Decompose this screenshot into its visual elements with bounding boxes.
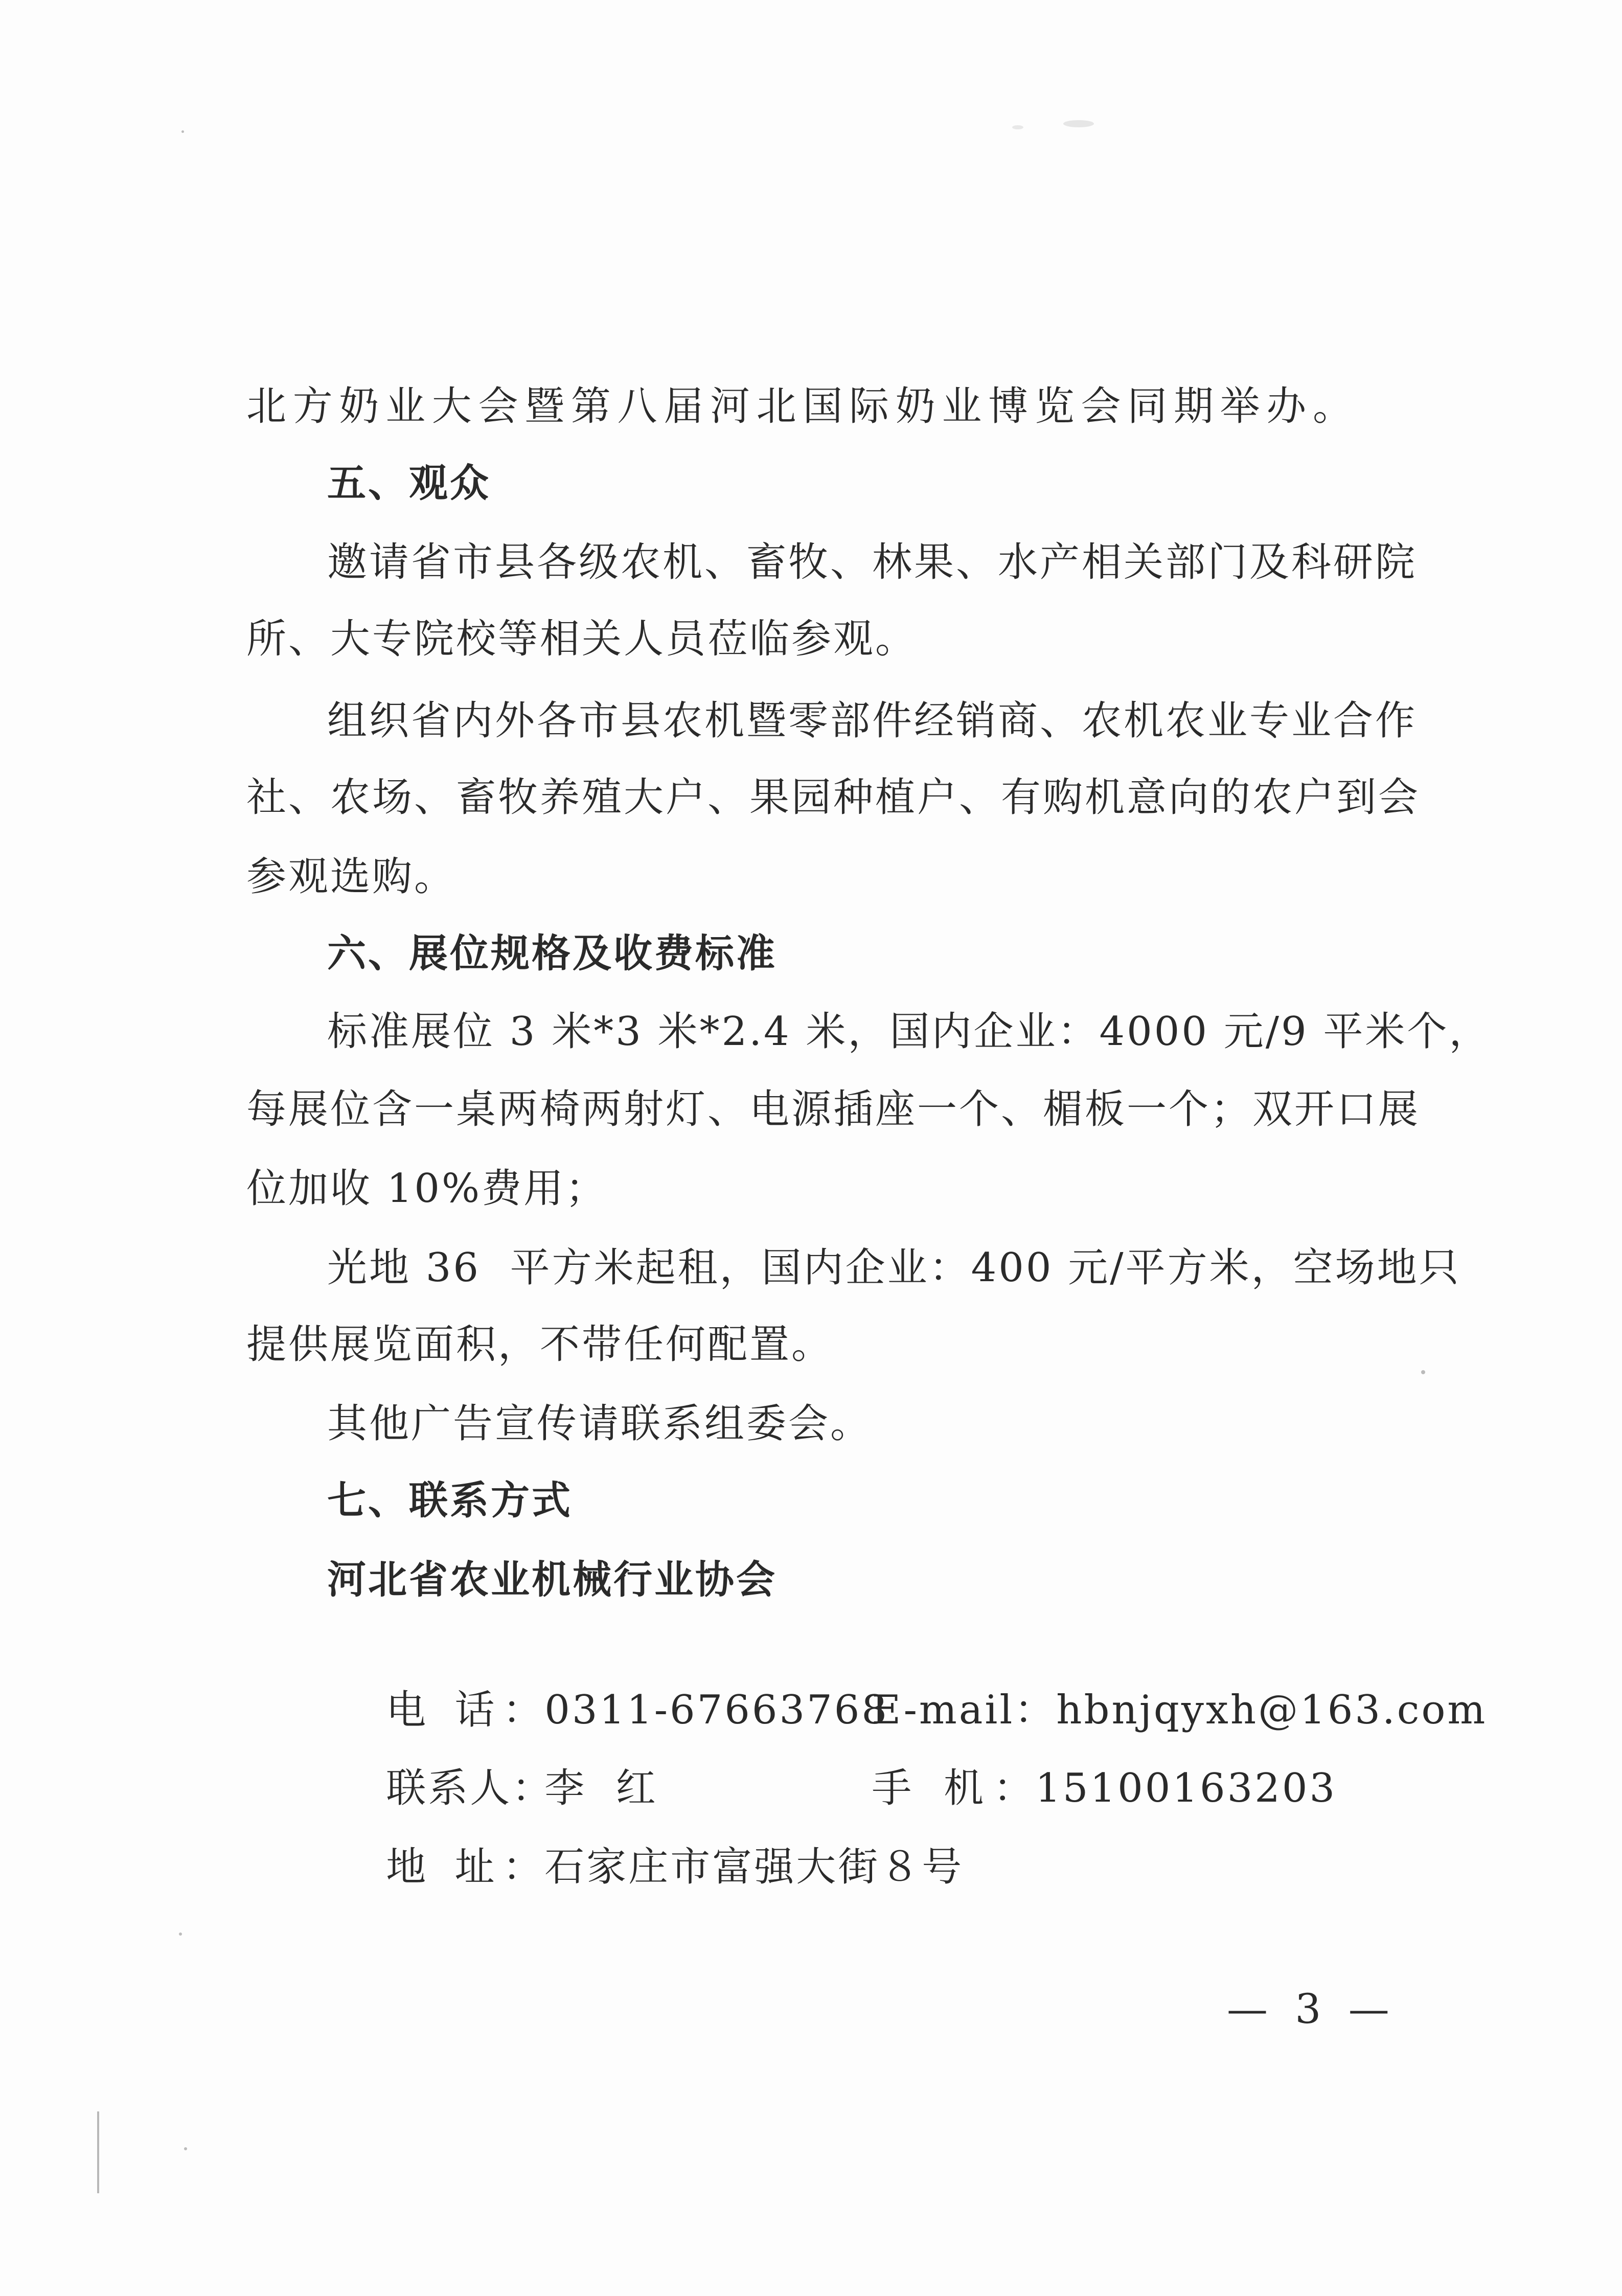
- paragraph-line: 其他广告宣传请联系组委会。: [327, 1401, 873, 1447]
- section-heading-contact: 七、联系方式: [327, 1477, 573, 1523]
- email-value: hbnjqyxh@163.com: [1056, 1687, 1488, 1733]
- paragraph-line: 标准展位 3 米*3 米*2.4 米，国内企业：4000 元/9 平米个，: [327, 1009, 1491, 1055]
- person-label: 联系人：: [386, 1765, 554, 1811]
- paragraph-line: 所、大专院校等相关人员莅临参观。: [246, 616, 918, 662]
- paragraph-line: 组织省内外各市县农机暨零部件经销商、农机农业专业合作: [327, 698, 1418, 744]
- paragraph-line: 位加收 10%费用；: [246, 1166, 608, 1212]
- paragraph-line: 北方奶业大会暨第八届河北国际奶业博览会同期举办。: [246, 383, 1355, 429]
- paragraph-line: 光地 36 平方米起租，国内企业：400 元/平方米，空场地只: [327, 1245, 1461, 1291]
- scan-edge-mark: [97, 2111, 99, 2193]
- paragraph-line: 社、农场、畜牧养殖大户、果园种植户、有购机意向的农户到会: [246, 775, 1421, 821]
- address-value: 石家庄市富强大街８号: [544, 1844, 964, 1890]
- contact-row-address: [327, 1790, 964, 1890]
- paragraph-line: 提供展览面积，不带任何配置。: [246, 1322, 834, 1368]
- phone-value: 0311-67663768: [544, 1687, 889, 1733]
- mobile-value: 15100163203: [1035, 1765, 1337, 1811]
- paragraph-line: 参观选购。: [246, 854, 456, 900]
- paragraph-line: 邀请省市县各级农机、畜牧、林果、水产相关部门及科研院: [327, 539, 1418, 585]
- section-heading-audience: 五、观众: [327, 460, 491, 506]
- contact-row-person: [327, 1712, 1337, 1811]
- email-label: E-mail：: [872, 1687, 1057, 1733]
- organization-name: 河北省农业机械行业协会: [327, 1557, 777, 1602]
- phone-label: 电 话：: [386, 1687, 545, 1733]
- address-label: 地 址：: [386, 1844, 545, 1890]
- person-value: 李 红: [544, 1765, 658, 1811]
- mobile-label: 手 机：: [872, 1765, 1036, 1811]
- contact-row-phone: [327, 1633, 1488, 1733]
- page-number: — 3 —: [1227, 1985, 1397, 2033]
- paragraph-line: 每展位含一桌两椅两射灯、电源插座一个、楣板一个；双开口展: [246, 1086, 1421, 1132]
- section-heading-booth-fees: 六、展位规格及收费标准: [327, 930, 777, 976]
